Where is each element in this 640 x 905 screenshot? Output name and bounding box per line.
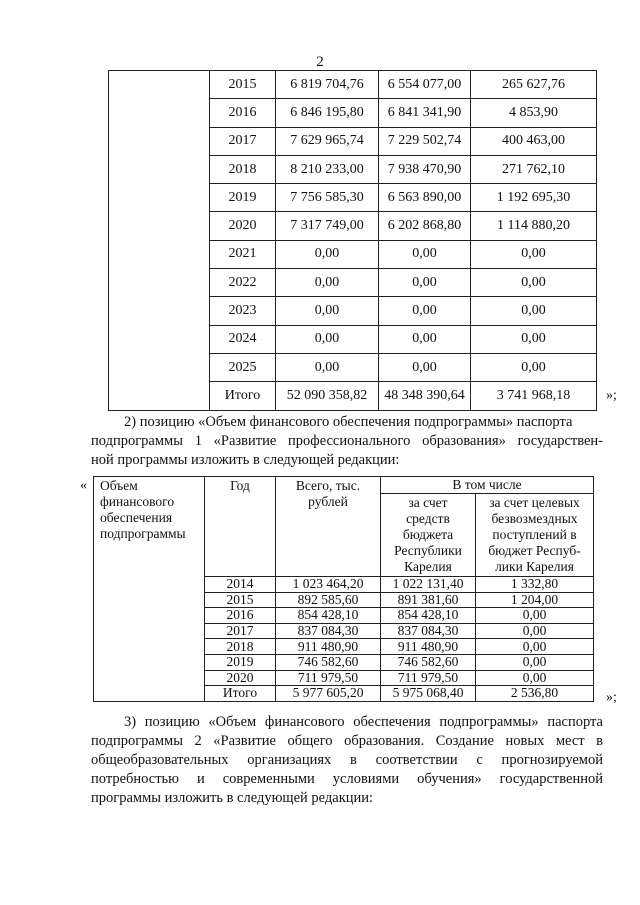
table2-budget: 837 084,30 [381, 623, 476, 639]
table2-other: 0,00 [476, 670, 594, 686]
table1-total: 0,00 [276, 325, 379, 353]
table1-year: 2024 [210, 325, 276, 353]
table1-total: 7 756 585,30 [276, 184, 379, 212]
table1-other: 265 627,76 [471, 71, 597, 99]
table1-closing-quote: »; [606, 388, 617, 403]
table1-year: 2018 [210, 155, 276, 183]
table1-total: 0,00 [276, 240, 379, 268]
table1-year: 2019 [210, 184, 276, 212]
para3-line-5: программы изложить в следующей редакции: [91, 790, 374, 806]
table1-budget: 6 554 077,00 [379, 71, 471, 99]
table1-other: 271 762,10 [471, 155, 597, 183]
table2-year: 2019 [205, 654, 276, 670]
table2-budget: 711 979,50 [381, 670, 476, 686]
table1-other: 3 741 968,18 [471, 382, 597, 410]
table1-budget: 0,00 [379, 353, 471, 381]
table2-other: 1 332,80 [476, 577, 594, 593]
table1-year: 2025 [210, 353, 276, 381]
table1-other: 0,00 [471, 353, 597, 381]
page-number: 2 [316, 54, 324, 70]
table2-year: 2015 [205, 592, 276, 608]
table1-budget: 6 841 341,90 [379, 99, 471, 127]
table1-year: 2023 [210, 297, 276, 325]
para2-line-3: ной программы изложить в следующей редакции: [91, 452, 400, 468]
table1-total: 7 629 965,74 [276, 127, 379, 155]
table1-budget: 6 563 890,00 [379, 184, 471, 212]
table2-budget: 1 022 131,40 [381, 577, 476, 593]
table1-other: 1 114 880,20 [471, 212, 597, 240]
table2-header-budget: за счет средств бюджета Республики Карелия [381, 494, 476, 577]
table2-total: 711 979,50 [276, 670, 381, 686]
table2-closing-quote: »; [606, 690, 617, 705]
table1-budget: 6 202 868,80 [379, 212, 471, 240]
table2-budget: 746 582,60 [381, 654, 476, 670]
para2-line-2: подпрограммы 1 «Развитие профессионального образования» государствен- [91, 433, 603, 449]
table1-other: 0,00 [471, 297, 597, 325]
table2-header-other: за счет целевых безвозмездных поступлений в бюджет Респуб-лики Карелия [476, 494, 594, 577]
table2-total: 1 023 464,20 [276, 577, 381, 593]
table1-budget: 7 938 470,90 [379, 155, 471, 183]
para2-line-1: 2) позицию «Объем финансового обеспечения подпрограммы» паспорта [124, 414, 573, 430]
table1-year: 2015 [210, 71, 276, 99]
financing-table-continued [108, 70, 597, 411]
table2-total: 854 428,10 [276, 608, 381, 624]
table1-year: 2021 [210, 240, 276, 268]
table1-other: 4 853,90 [471, 99, 597, 127]
table1-year: 2020 [210, 212, 276, 240]
table2-year: 2018 [205, 639, 276, 655]
table2-total: 837 084,30 [276, 623, 381, 639]
table2-total: 892 585,60 [276, 592, 381, 608]
table1-budget: 48 348 390,64 [379, 382, 471, 410]
table2-year: 2016 [205, 608, 276, 624]
table2-row-label: Объем финансового обеспечения подпрограммы [94, 477, 205, 702]
table1-total: 0,00 [276, 269, 379, 297]
table1-total: 6 819 704,76 [276, 71, 379, 99]
table1-budget: 7 229 502,74 [379, 127, 471, 155]
table1-total: 0,00 [276, 297, 379, 325]
para3-line-3: общеобразовательных организациях в соответствии с прогнозируемой [91, 752, 603, 768]
para3-line-1: 3) позицию «Объем финансового обеспечения подпрограммы» паспорта [124, 714, 603, 730]
table2-other: 0,00 [476, 654, 594, 670]
subprogram-1-financing-table [93, 476, 594, 702]
table1-total: 7 317 749,00 [276, 212, 379, 240]
para3-line-2: подпрограммы 2 «Развитие общего образования. Создание новых мест в [91, 733, 603, 749]
table1-budget: 0,00 [379, 325, 471, 353]
table2-other: 2 536,80 [476, 686, 594, 702]
table1-other: 400 463,00 [471, 127, 597, 155]
table1-year: Итого [210, 382, 276, 410]
table2-total: 911 480,90 [276, 639, 381, 655]
table1-budget: 0,00 [379, 297, 471, 325]
table1-label-cell [109, 71, 210, 411]
para3-line-4: потребностью и современными условиями обучения» государственной [91, 771, 603, 787]
table1-total: 6 846 195,80 [276, 99, 379, 127]
table1-other: 0,00 [471, 240, 597, 268]
table2-header-including: В том числе [381, 477, 594, 494]
table2-header-total: Всего, тыс. рублей [276, 477, 381, 577]
table1-budget: 0,00 [379, 240, 471, 268]
paragraph-item-2 [91, 413, 603, 470]
paragraph-item-3 [91, 713, 603, 808]
table1-budget: 0,00 [379, 269, 471, 297]
table1-other: 0,00 [471, 325, 597, 353]
table2-opening-quote: « [80, 478, 87, 493]
table1-year: 2022 [210, 269, 276, 297]
table2-total: 746 582,60 [276, 654, 381, 670]
table2-budget: 891 381,60 [381, 592, 476, 608]
table2-budget: 911 480,90 [381, 639, 476, 655]
table2-year: Итого [205, 686, 276, 702]
table2-other: 0,00 [476, 639, 594, 655]
table1-total: 8 210 233,00 [276, 155, 379, 183]
table1-row [109, 71, 597, 99]
table2-other: 0,00 [476, 608, 594, 624]
table1-other: 0,00 [471, 269, 597, 297]
table1-other: 1 192 695,30 [471, 184, 597, 212]
table2-total: 5 977 605,20 [276, 686, 381, 702]
table1-total: 52 090 358,82 [276, 382, 379, 410]
table2-other: 0,00 [476, 623, 594, 639]
table2-other: 1 204,00 [476, 592, 594, 608]
table1-year: 2017 [210, 127, 276, 155]
table1-total: 0,00 [276, 353, 379, 381]
table2-year: 2017 [205, 623, 276, 639]
table2-budget: 854 428,10 [381, 608, 476, 624]
table2-header-year: Год [205, 477, 276, 577]
table2-budget: 5 975 068,40 [381, 686, 476, 702]
table2-year: 2020 [205, 670, 276, 686]
table2-year: 2014 [205, 577, 276, 593]
table1-year: 2016 [210, 99, 276, 127]
